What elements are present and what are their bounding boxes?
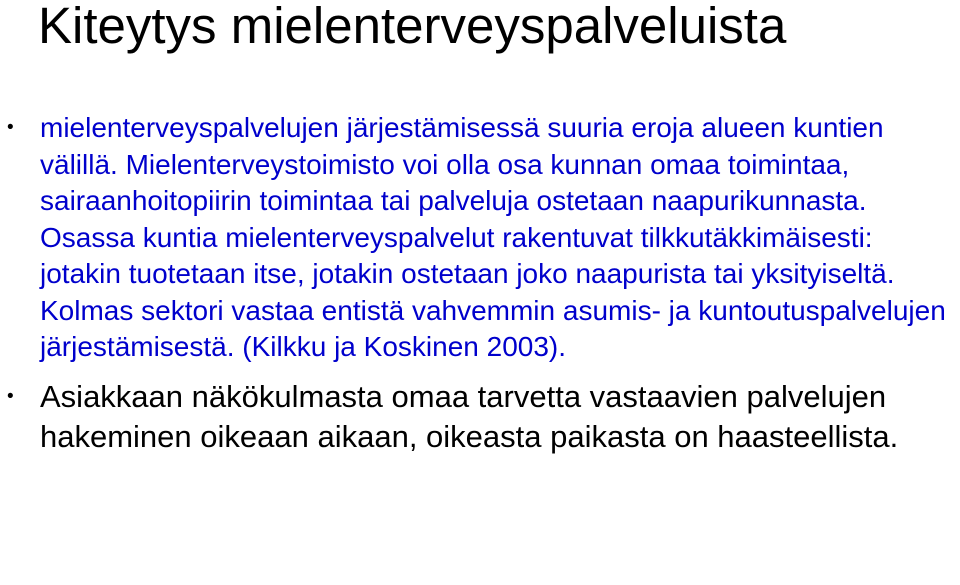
bullet-text: Asiakkaan näkökulmasta omaa tarvetta vastaavien palvelujen hakeminen oikeaan aikaan, oikeasta paikasta on haasteellista. — [40, 378, 899, 454]
bullet-item — [0, 110, 960, 366]
slide-title: Kiteytys mielenterveyspalveluista — [38, 0, 787, 54]
bullet-marker: • — [7, 117, 14, 138]
bullet-item — [0, 377, 960, 457]
bullet-marker: • — [7, 385, 14, 407]
bullet-list — [0, 110, 960, 457]
bullet-text: mielenterveyspalvelujen järjestämisessä suuria eroja alueen kuntien välillä. Mielenterveystoimisto voi olla osa kunnan omaa toimintaa, sairaanhoitopiirin toimintaa tai palveluja ostetaan naapurikunnasta. Osassa kuntia mielenterveyspalvelut rakentuvat tilkkutäkkimäisesti: jotakin tuotetaan itse, jotakin ostetaan joko naapurista tai yksityiseltä. Kolmas sektori vastaa entistä vahvemmin asumis- ja kuntoutuspalvelujen järjestämisestä. (Kilkku ja Koskinen 2003). — [40, 112, 946, 362]
